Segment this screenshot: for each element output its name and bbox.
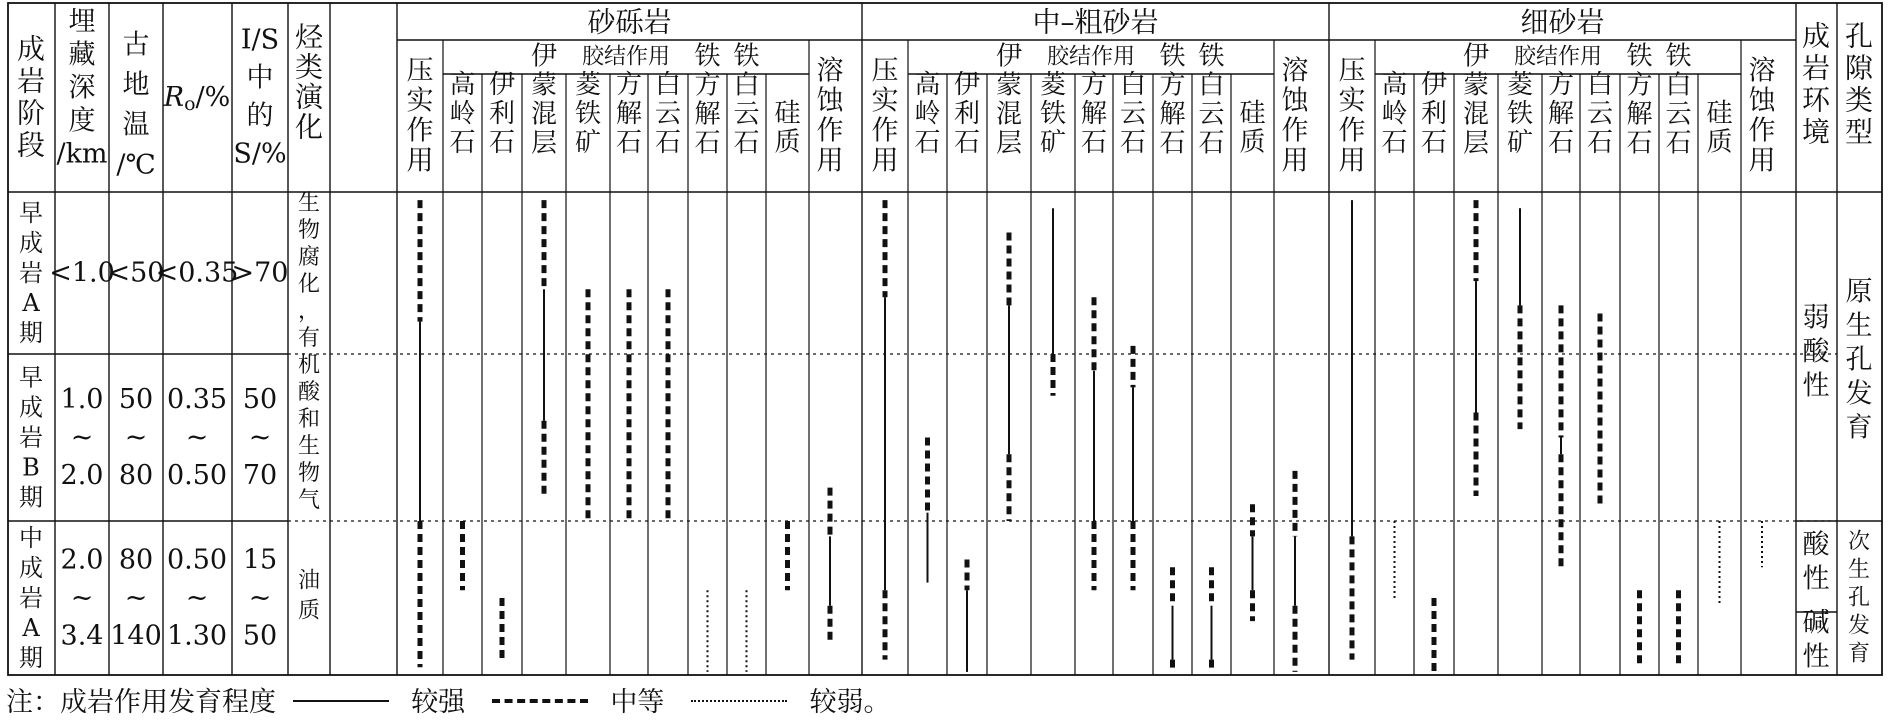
svg-text:用: 用	[1748, 145, 1776, 177]
svg-text:混: 混	[1462, 99, 1490, 130]
svg-text:140: 140	[110, 620, 162, 652]
svg-text:质: 质	[774, 127, 801, 158]
svg-text:方: 方	[1547, 70, 1575, 100]
svg-text:用: 用	[406, 145, 434, 177]
svg-text:硅: 硅	[774, 98, 801, 129]
svg-text:/℃: /℃	[116, 149, 156, 181]
row-depth-0: <1.0	[49, 257, 115, 289]
hydrocarbon-middle	[298, 569, 320, 624]
svg-text:50: 50	[242, 384, 278, 415]
svg-text:演: 演	[294, 80, 324, 114]
row-ro-0: <0.35	[155, 257, 239, 289]
svg-text:石: 石	[615, 128, 643, 158]
svg-text:高: 高	[1381, 70, 1408, 100]
svg-text:层: 层	[995, 128, 1023, 159]
svg-text:油: 油	[297, 568, 321, 594]
svg-text:实: 实	[871, 85, 899, 117]
svg-text:铁: 铁	[574, 99, 602, 129]
svg-text:解: 解	[1159, 99, 1186, 130]
svg-text:实: 实	[1338, 85, 1366, 117]
svg-text:压: 压	[406, 55, 434, 87]
svg-text:~: ~	[124, 582, 148, 614]
svg-text:质: 质	[1706, 127, 1733, 158]
row-is-2	[243, 545, 277, 652]
svg-text:蚀: 蚀	[816, 85, 844, 117]
cement-header-1	[954, 70, 980, 158]
svg-text:伊: 伊	[1462, 41, 1490, 72]
svg-text:作: 作	[816, 115, 844, 147]
cement-header-2	[531, 42, 557, 159]
row-temp-1	[119, 384, 153, 491]
svg-text:岭: 岭	[914, 99, 941, 129]
header-pore-type	[1845, 20, 1874, 149]
svg-text:铁: 铁	[1159, 41, 1186, 72]
row-ro-2	[167, 545, 227, 652]
svg-text:成: 成	[19, 393, 43, 422]
svg-text:80: 80	[118, 460, 154, 491]
row-stage-1	[19, 364, 43, 512]
svg-text:铁: 铁	[1626, 41, 1653, 72]
cementation-title: 胶结作用	[1513, 44, 1603, 70]
svg-text:/km: /km	[56, 138, 108, 170]
compaction-header	[1339, 56, 1366, 177]
svg-text:性: 性	[1802, 563, 1830, 595]
header-environment	[1802, 20, 1831, 149]
svg-text:中: 中	[19, 524, 43, 552]
svg-text:蚀: 蚀	[1281, 85, 1309, 117]
svg-text:作: 作	[871, 115, 899, 147]
svg-text:期: 期	[19, 319, 43, 347]
svg-text:类: 类	[1844, 83, 1874, 117]
compaction-header	[407, 56, 434, 177]
cement-header-0	[449, 70, 475, 158]
svg-text:腐: 腐	[297, 245, 321, 270]
svg-text:境: 境	[1801, 115, 1831, 149]
svg-text:~: ~	[124, 422, 148, 453]
svg-text:石: 石	[1080, 128, 1108, 158]
svg-text:中: 中	[246, 62, 274, 94]
cement-header-0	[1381, 70, 1407, 158]
svg-text:期: 期	[19, 644, 43, 672]
svg-text:80: 80	[118, 544, 154, 576]
cement-header-6	[1159, 42, 1185, 159]
svg-text:~: ~	[70, 582, 94, 614]
svg-text:硅: 硅	[1706, 98, 1733, 129]
svg-text:岩: 岩	[16, 64, 46, 98]
svg-text:~: ~	[248, 422, 272, 453]
svg-text:~: ~	[70, 422, 94, 453]
svg-text:生: 生	[297, 191, 321, 216]
svg-text:云: 云	[1198, 99, 1225, 130]
svg-text:石: 石	[1119, 128, 1147, 158]
svg-text:方: 方	[1159, 70, 1186, 101]
legend-medium-label: 中等	[610, 687, 665, 718]
svg-text:矿: 矿	[574, 128, 602, 158]
svg-text:酸: 酸	[1802, 336, 1830, 368]
group-title: 细砂岩	[1520, 5, 1605, 39]
cement-header-0	[914, 70, 940, 158]
svg-text:伊: 伊	[488, 70, 516, 100]
svg-text:石: 石	[654, 128, 682, 158]
svg-text:矿: 矿	[1039, 128, 1067, 158]
svg-text:白: 白	[654, 70, 682, 100]
svg-text:藏: 藏	[68, 39, 96, 71]
svg-text:方: 方	[694, 70, 721, 101]
row-stage-2	[19, 524, 43, 672]
legend-strong-swatch	[293, 700, 389, 702]
svg-text:埋: 埋	[68, 6, 96, 38]
svg-text:50: 50	[242, 620, 278, 652]
svg-text:期: 期	[19, 483, 43, 512]
svg-text:石: 石	[694, 128, 721, 159]
cementation-title: 胶结作用	[1046, 44, 1136, 70]
svg-text:用: 用	[871, 145, 899, 177]
svg-text:1.30: 1.30	[166, 620, 228, 652]
svg-text:碱: 碱	[1802, 607, 1830, 639]
cement-header-7	[733, 42, 759, 159]
svg-text:早: 早	[19, 199, 43, 227]
legend-note	[6, 680, 901, 719]
header-hydrocarbon	[295, 21, 326, 144]
svg-text:铁: 铁	[1198, 41, 1225, 72]
svg-text:育: 育	[1847, 641, 1871, 667]
legend-weak-swatch	[691, 700, 787, 702]
cement-header-5	[655, 70, 681, 158]
row-depth-2	[61, 545, 104, 652]
environment-weak-acid	[1803, 303, 1831, 402]
svg-text:高: 高	[449, 70, 476, 100]
svg-text:深: 深	[68, 72, 96, 104]
cementation-title: 胶结作用	[581, 44, 671, 70]
svg-text:石: 石	[953, 128, 981, 158]
row-is-0: >70	[231, 257, 289, 289]
svg-text:性: 性	[1802, 370, 1830, 402]
svg-text:解: 解	[1626, 99, 1653, 130]
svg-text:质: 质	[1239, 127, 1266, 158]
svg-text:石: 石	[1665, 128, 1692, 159]
cement-header-1	[489, 70, 515, 158]
svg-text:云: 云	[1119, 99, 1147, 129]
svg-text:白: 白	[1198, 70, 1225, 101]
svg-text:云: 云	[1665, 99, 1692, 130]
environment-alkaline	[1803, 608, 1830, 673]
svg-text:石: 石	[1198, 128, 1225, 159]
svg-text:溶: 溶	[1748, 55, 1776, 87]
svg-text:解: 解	[1080, 99, 1108, 129]
svg-text:石: 石	[488, 128, 516, 158]
header-temp	[116, 30, 155, 181]
svg-text:方: 方	[1080, 70, 1108, 100]
svg-text:0.50: 0.50	[166, 544, 228, 576]
svg-text:白: 白	[1586, 70, 1614, 100]
svg-text:I/S: I/S	[240, 24, 280, 56]
svg-text:早: 早	[19, 363, 43, 392]
row-ro-1	[167, 384, 227, 491]
svg-text:岩: 岩	[19, 584, 43, 612]
svg-text:2.0: 2.0	[60, 544, 104, 576]
svg-text:岩: 岩	[1801, 51, 1831, 85]
compaction-header	[872, 56, 899, 177]
svg-text:解: 解	[1547, 99, 1575, 129]
svg-text:溶: 溶	[1281, 55, 1309, 87]
svg-text:度: 度	[68, 105, 96, 137]
svg-text:用: 用	[1338, 145, 1366, 177]
svg-text:70: 70	[242, 460, 278, 491]
dissolution-header	[817, 56, 845, 177]
svg-text:0.50: 0.50	[166, 460, 228, 491]
cement-header-2	[996, 42, 1022, 159]
svg-text:化: 化	[297, 272, 321, 297]
svg-text:铁: 铁	[733, 41, 760, 72]
svg-text:蒙: 蒙	[995, 70, 1023, 101]
svg-text:~: ~	[248, 582, 272, 614]
cement-header-4	[1548, 70, 1574, 158]
hydrocarbon-early	[298, 191, 321, 513]
svg-text:温: 温	[122, 109, 150, 141]
svg-text:蒙: 蒙	[530, 70, 558, 101]
svg-text:硅: 硅	[1239, 98, 1266, 129]
svg-text:隙: 隙	[1844, 51, 1874, 85]
svg-text:有: 有	[297, 326, 321, 351]
svg-text:物: 物	[297, 461, 321, 486]
svg-text:成: 成	[19, 554, 43, 582]
svg-text:性: 性	[1802, 641, 1830, 673]
svg-text:和: 和	[297, 407, 321, 432]
svg-text:铁: 铁	[694, 41, 721, 72]
svg-text:物: 物	[297, 218, 321, 243]
svg-text:作: 作	[1338, 115, 1366, 147]
svg-text:作: 作	[406, 115, 434, 147]
svg-text:生: 生	[297, 434, 321, 459]
svg-text:利: 利	[488, 99, 516, 129]
svg-text:原: 原	[1845, 276, 1873, 308]
svg-text:古: 古	[122, 29, 150, 61]
svg-text:发: 发	[1845, 378, 1873, 410]
svg-text:型: 型	[1844, 115, 1874, 149]
dissolution-header	[1282, 56, 1310, 177]
header-depth	[56, 7, 107, 170]
svg-text:环: 环	[1801, 83, 1831, 117]
svg-text:A: A	[22, 289, 40, 317]
svg-text:段: 段	[16, 128, 46, 162]
cement-header-8	[1239, 99, 1265, 158]
svg-text:伊: 伊	[1420, 70, 1448, 100]
svg-text:用: 用	[1281, 145, 1309, 177]
svg-text:作: 作	[1748, 115, 1776, 147]
cement-header-1	[1421, 70, 1447, 158]
cement-header-2	[1463, 42, 1489, 159]
svg-text:白: 白	[1119, 70, 1147, 100]
svg-text:酸: 酸	[1802, 529, 1830, 561]
legend-medium-swatch	[492, 699, 588, 703]
svg-text:压: 压	[1338, 55, 1366, 87]
legend-strong-label: 较强	[411, 687, 466, 718]
header-is	[233, 25, 286, 170]
cement-header-3	[575, 70, 601, 158]
cement-header-5	[1120, 70, 1146, 158]
svg-text:伊: 伊	[995, 41, 1023, 72]
svg-text:岭: 岭	[449, 99, 476, 129]
svg-text:15: 15	[242, 544, 278, 576]
cement-header-6	[694, 42, 720, 159]
row-depth-1	[61, 384, 104, 491]
svg-text:气: 气	[297, 488, 321, 513]
svg-text:地: 地	[122, 69, 150, 101]
svg-text:溶: 溶	[816, 55, 844, 87]
svg-text:2.0: 2.0	[60, 460, 104, 491]
svg-text:岩: 岩	[19, 259, 43, 287]
svg-text:B: B	[22, 453, 40, 482]
svg-text:孔: 孔	[1844, 19, 1874, 53]
svg-text:发: 发	[1847, 613, 1871, 639]
svg-text:实: 实	[406, 85, 434, 117]
svg-text:0.35: 0.35	[166, 384, 228, 415]
header-stage	[17, 33, 45, 162]
svg-text:解: 解	[615, 99, 643, 129]
svg-text:层: 层	[1462, 128, 1490, 159]
svg-text:云: 云	[733, 99, 760, 130]
svg-text:S/%: S/%	[233, 138, 287, 170]
svg-text:石: 石	[733, 128, 760, 159]
svg-text:孔: 孔	[1845, 344, 1873, 376]
svg-text:混: 混	[995, 99, 1023, 130]
row-temp-2	[110, 545, 162, 652]
svg-text:成: 成	[16, 32, 46, 66]
svg-text:~: ~	[185, 422, 209, 453]
svg-text:铁: 铁	[1506, 99, 1534, 129]
svg-text:化: 化	[294, 110, 324, 144]
pore-secondary	[1848, 530, 1870, 667]
cement-header-3	[1040, 70, 1066, 158]
cement-header-4	[1081, 70, 1107, 158]
svg-text:解: 解	[694, 99, 721, 130]
svg-text:石: 石	[1547, 128, 1575, 158]
svg-text:孔: 孔	[1847, 585, 1871, 611]
svg-text:成: 成	[19, 229, 43, 257]
svg-text:弱: 弱	[1802, 302, 1830, 334]
svg-text:生: 生	[1845, 310, 1873, 342]
svg-text:作: 作	[1281, 115, 1309, 147]
dissolution-header	[1749, 56, 1777, 177]
svg-text:生: 生	[1847, 557, 1871, 583]
svg-text:石: 石	[1420, 128, 1448, 158]
row-stage-0	[19, 199, 43, 347]
svg-text:~: ~	[185, 582, 209, 614]
environment-acid	[1803, 530, 1831, 595]
group-title: 砂砾岩	[587, 5, 672, 39]
svg-text:1.0: 1.0	[60, 384, 104, 415]
legend-weak-label: 较弱。	[809, 687, 891, 718]
legend-prefix: 注：成岩作用发育程度	[6, 687, 276, 718]
svg-text:蒙: 蒙	[1462, 70, 1490, 101]
svg-text:石: 石	[1586, 128, 1614, 158]
svg-text:质: 质	[297, 598, 321, 624]
svg-text:云: 云	[1586, 99, 1614, 129]
svg-text:云: 云	[654, 99, 682, 129]
svg-text:用: 用	[816, 145, 844, 177]
svg-text:成: 成	[1801, 19, 1831, 53]
svg-text:次: 次	[1847, 529, 1871, 555]
row-temp-0: <50	[107, 257, 165, 289]
svg-text:育: 育	[1845, 412, 1873, 444]
svg-text:石: 石	[1626, 128, 1653, 159]
svg-text:铁: 铁	[1665, 41, 1692, 72]
svg-text:石: 石	[914, 128, 941, 158]
svg-text:伊: 伊	[530, 41, 558, 72]
cement-header-3	[1507, 70, 1533, 158]
svg-text:阶: 阶	[16, 96, 46, 130]
svg-text:伊: 伊	[953, 70, 981, 100]
svg-text:机: 机	[297, 353, 321, 378]
svg-text:50: 50	[118, 384, 154, 415]
svg-text:石: 石	[449, 128, 476, 158]
svg-text:3.4: 3.4	[60, 620, 104, 652]
svg-text:菱: 菱	[1506, 70, 1534, 100]
svg-text:高: 高	[914, 70, 941, 100]
svg-text:利: 利	[953, 99, 981, 129]
svg-text:混: 混	[530, 99, 558, 130]
row-is-1	[243, 384, 277, 491]
svg-text:菱: 菱	[1039, 70, 1067, 100]
svg-text:菱: 菱	[574, 70, 602, 100]
cement-header-7	[1198, 42, 1224, 159]
svg-text:，: ，	[297, 299, 321, 324]
pore-primary	[1846, 277, 1873, 444]
cement-header-7	[1665, 42, 1691, 159]
svg-text:白: 白	[733, 70, 760, 101]
cement-header-4	[616, 70, 642, 158]
svg-text:类: 类	[294, 50, 324, 84]
svg-text:压: 压	[871, 55, 899, 87]
cement-header-5	[1587, 70, 1613, 158]
svg-text:层: 层	[530, 128, 558, 159]
cement-header-6	[1626, 42, 1652, 159]
svg-text:蚀: 蚀	[1748, 85, 1776, 117]
svg-text:岩: 岩	[19, 423, 43, 452]
svg-text:A: A	[22, 614, 40, 642]
svg-text:的: 的	[246, 100, 274, 132]
svg-text:矿: 矿	[1506, 128, 1534, 158]
svg-text:白: 白	[1665, 70, 1692, 101]
header-ro: $R_o/\%$	[163, 81, 231, 115]
svg-text:石: 石	[1159, 128, 1186, 159]
svg-text:利: 利	[1420, 99, 1448, 129]
svg-text:烃: 烃	[294, 20, 324, 54]
svg-text:岭: 岭	[1381, 99, 1408, 129]
cement-header-8	[774, 99, 800, 158]
group-title: 中–粗砂岩	[1032, 5, 1159, 39]
svg-text:石: 石	[1381, 128, 1408, 158]
cement-header-8	[1706, 99, 1732, 158]
svg-text:方: 方	[1626, 70, 1653, 101]
svg-text:铁: 铁	[1039, 99, 1067, 129]
svg-text:酸: 酸	[297, 380, 321, 405]
svg-text:方: 方	[615, 70, 643, 100]
